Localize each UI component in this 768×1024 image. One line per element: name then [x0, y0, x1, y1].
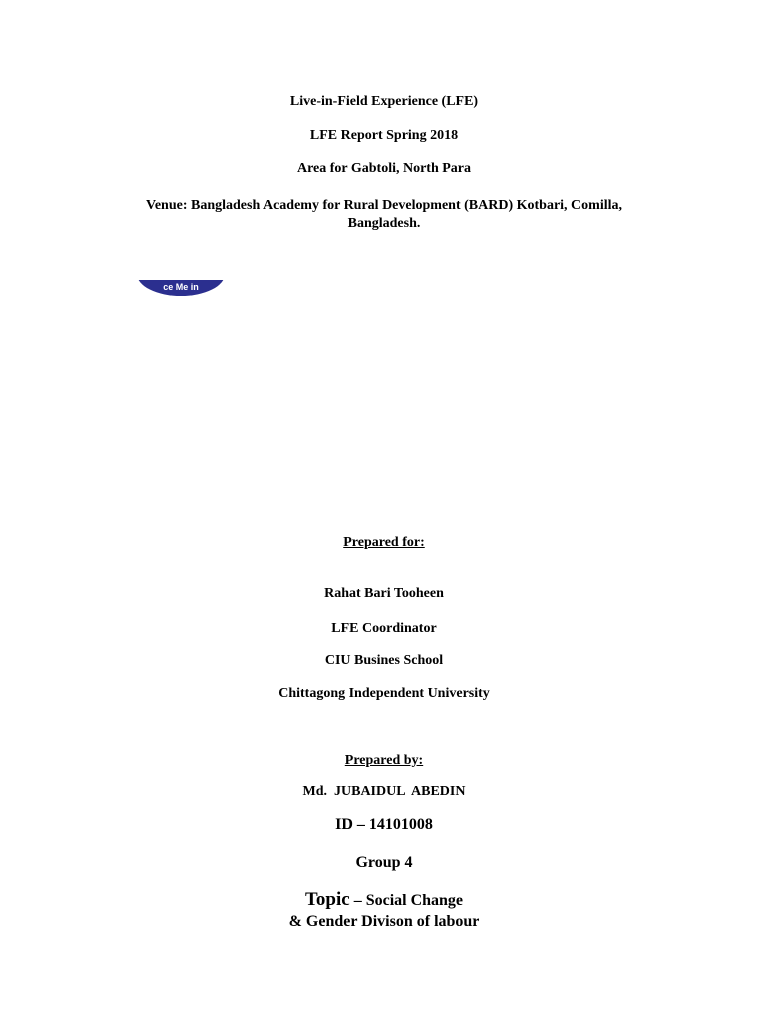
logo-text: ce Me in — [163, 282, 199, 292]
venue-text: Venue: Bangladesh Academy for Rural Development (BARD) Kotbari, Comilla, Bangladesh. — [146, 198, 622, 231]
topic-label: Topic — [304, 889, 350, 910]
topic-line — [0, 889, 768, 913]
coordinator-role: LFE Coordinator — [331, 621, 437, 636]
report-title: LFE Report Spring 2018 — [309, 128, 459, 143]
university-logo — [138, 270, 224, 296]
area-title: Area for Gabtoli, North Para — [296, 161, 472, 176]
university-name: Chittagong Independent University — [278, 686, 490, 701]
author-name: Md. JUBAIDUL ABEDIN — [302, 784, 466, 799]
prepared-for-heading: Prepared for: — [343, 535, 425, 550]
program-title: Live-in-Field Experience (LFE) — [289, 94, 479, 109]
topic-title: – Social Change — [349, 892, 464, 909]
logo-emblem-icon — [138, 270, 224, 296]
school-name: CIU Busines School — [324, 653, 444, 668]
student-id: ID – 14101008 — [335, 816, 433, 833]
group-number: Group 4 — [355, 854, 413, 871]
prepared-by-heading: Prepared by: — [344, 753, 424, 768]
topic-subtitle: & Gender Divison of labour — [288, 913, 480, 930]
coordinator-name: Rahat Bari Tooheen — [324, 586, 444, 601]
